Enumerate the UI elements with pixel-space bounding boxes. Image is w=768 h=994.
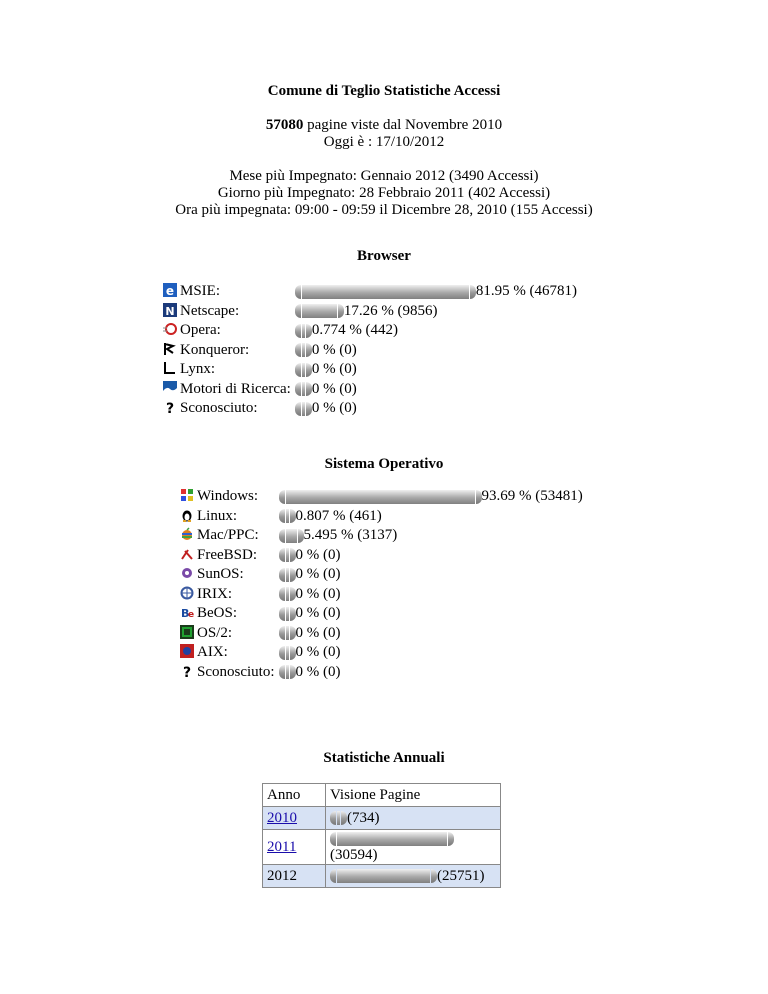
today-line: Oggi è : 17/10/2012 [323,134,445,150]
percentage-bar [295,285,476,299]
browser-label-cell [163,321,295,341]
percentage-bar [295,382,312,396]
year-cell[interactable] [263,830,326,865]
os-value-cell [279,487,583,507]
browser-percentage: 0.774 % (442) [311,322,399,339]
msie-icon [163,283,177,297]
os-row [180,565,583,585]
percentage-bar [295,324,312,338]
header [0,83,768,219]
browser-label-cell [163,399,295,419]
os-label-cell [180,663,279,683]
os-label: IRIX: [197,585,232,602]
os-row [180,526,583,546]
busiest-hour: Ora più impegnata: 09:00 - 09:59 il Dicembre 28, 2010 (155 Accessi) [175,202,593,218]
os-section-title: Sistema Operativo [324,456,444,472]
year-cell [263,865,326,888]
svg-text:e: e [188,610,194,620]
os-percentage: 93.69 % (53481) [481,488,583,505]
os-percentage: 0 % (0) [295,624,341,641]
percentage-bar [295,304,344,318]
busiest-day: Giorno più Impegnato: 28 Febbraio 2011 (402 Accessi) [217,185,551,201]
os-label: BeOS: [197,605,238,622]
os-value-cell [279,604,583,624]
os-label: SunOS: [197,566,244,583]
os-percentage: 0 % (0) [295,663,341,680]
browser-label: Lynx: [180,361,216,378]
os2-icon [180,625,194,639]
browser-label: Konqueror: [180,341,250,358]
os-label-cell [180,546,279,566]
os-label: FreeBSD: [197,546,257,563]
browser-value-cell [295,321,577,341]
opera-icon [163,322,177,336]
os-value-cell [279,526,583,546]
percentage-bar [279,529,304,543]
os-label-cell [180,507,279,527]
svg-text:?: ? [165,401,175,415]
browser-label: Opera: [180,322,221,339]
os-percentage: 5.495 % (3137) [303,527,398,544]
percentage-bar [279,490,482,504]
os-value-cell [279,585,583,605]
column-header-views: Visione Pagine [326,784,501,807]
browser-label-cell [163,380,295,400]
os-label: Linux: [197,507,237,524]
pages-since-text: pagine viste dal Novembre 2010 [307,117,503,133]
unknown-icon [180,664,194,678]
percentage-bar [279,548,296,562]
percentage-bar [279,665,296,679]
svg-text:B: B [181,607,190,620]
os-label-cell [180,643,279,663]
browser-value-cell [295,282,577,302]
os-value-cell [279,565,583,585]
os-value-cell [279,546,583,566]
browser-label: Sconosciuto: [180,400,258,417]
browser-percentage: 0 % (0) [311,341,357,358]
total-pages-line [0,117,768,134]
browser-section-title: Browser [357,248,411,264]
os-percentage: 0 % (0) [295,585,341,602]
percentage-bar [295,343,312,357]
unknown-icon [163,400,177,414]
os-label-cell [180,526,279,546]
yearly-row [263,865,501,888]
percentage-bar [279,568,296,582]
os-value-cell [279,507,583,527]
percentage-bar [279,607,296,621]
browser-row [163,399,577,419]
os-row [180,507,583,527]
views-cell [326,865,501,888]
svg-text:N: N [165,304,175,317]
browser-value-cell [295,341,577,361]
os-row [180,487,583,507]
os-label-cell [180,585,279,605]
browser-label: Netscape: [180,302,240,319]
irix-icon [180,586,194,600]
os-label-cell [180,604,279,624]
views-count: (30594) [330,847,378,863]
browser-label: Motori di Ricerca: [180,380,291,397]
views-count: (25751) [437,867,485,884]
os-row [180,604,583,624]
linux-icon [180,508,194,522]
percentage-bar [295,363,312,377]
page-title: Comune di Teglio Statistiche Accessi [267,83,501,99]
beos-icon [180,605,194,619]
total-pages-count: 57080 [265,117,304,133]
aix-icon [180,644,194,658]
os-label: Windows: [197,488,259,505]
os-label-cell [180,487,279,507]
os-label-cell [180,624,279,644]
browser-percentage: 0 % (0) [311,361,357,378]
browser-value-cell [295,302,577,322]
browser-label-cell [163,341,295,361]
browser-row [163,380,577,400]
browser-percentage: 17.26 % (9856) [343,302,438,319]
windows-icon [180,488,194,502]
busiest-month: Mese più Impegnato: Gennaio 2012 (3490 Accessi) [229,168,539,184]
os-label: Mac/PPC: [197,527,259,544]
percentage-bar [279,626,296,640]
yearly-section-title: Statistiche Annuali [323,750,445,766]
year-link[interactable]: 2011 [267,838,297,855]
views-cell [326,830,501,865]
column-header-year: Anno [263,784,326,807]
os-row [180,546,583,566]
year-link[interactable]: 2010 [267,809,297,826]
browser-value-cell [295,360,577,380]
os-row [180,624,583,644]
os-row [180,585,583,605]
os-label: AIX: [197,644,228,661]
percentage-bar [295,402,312,416]
os-row [180,663,583,683]
percentage-bar [330,811,347,825]
views-cell [326,807,501,830]
percentage-bar [330,869,437,883]
browser-label-cell [163,302,295,322]
apple-icon [180,527,194,541]
percentage-bar [330,832,454,846]
lynx-icon [163,361,177,375]
percentage-bar [279,587,296,601]
os-percentage: 0 % (0) [295,546,341,563]
yearly-row [263,807,501,830]
yearly-table [262,783,501,888]
os-row [180,643,583,663]
os-label-cell [180,565,279,585]
search-engine-icon [163,381,177,395]
browser-value-cell [295,399,577,419]
percentage-bar [279,509,296,523]
browser-label: MSIE: [180,283,221,300]
browser-percentage: 0 % (0) [311,400,357,417]
os-label: Sconosciuto: [197,663,275,680]
os-percentage: 0.807 % (461) [295,507,382,524]
netscape-icon [163,303,177,317]
browser-percentage: 0 % (0) [311,380,357,397]
sunos-icon [180,566,194,580]
yearly-row [263,830,501,865]
os-label: OS/2: [197,624,233,641]
svg-text:?: ? [182,664,192,678]
os-value-cell [279,663,583,683]
browser-label-cell [163,282,295,302]
os-table [180,487,583,682]
freebsd-icon [180,547,194,561]
browser-row [163,302,577,322]
views-count: (734) [347,809,380,826]
browser-table [163,282,577,419]
yearly-header-row [263,784,501,807]
browser-value-cell [295,380,577,400]
browser-row [163,341,577,361]
browser-row [163,282,577,302]
os-percentage: 0 % (0) [295,566,341,583]
konqueror-icon [163,342,177,356]
os-value-cell [279,624,583,644]
browser-row [163,321,577,341]
browser-label-cell [163,360,295,380]
os-percentage: 0 % (0) [295,605,341,622]
year-cell[interactable] [263,807,326,830]
svg-text:e: e [165,284,175,298]
year-text: 2012 [267,867,297,884]
os-value-cell [279,643,583,663]
percentage-bar [279,646,296,660]
os-percentage: 0 % (0) [295,644,341,661]
browser-percentage: 81.95 % (46781) [475,283,578,300]
browser-row [163,360,577,380]
